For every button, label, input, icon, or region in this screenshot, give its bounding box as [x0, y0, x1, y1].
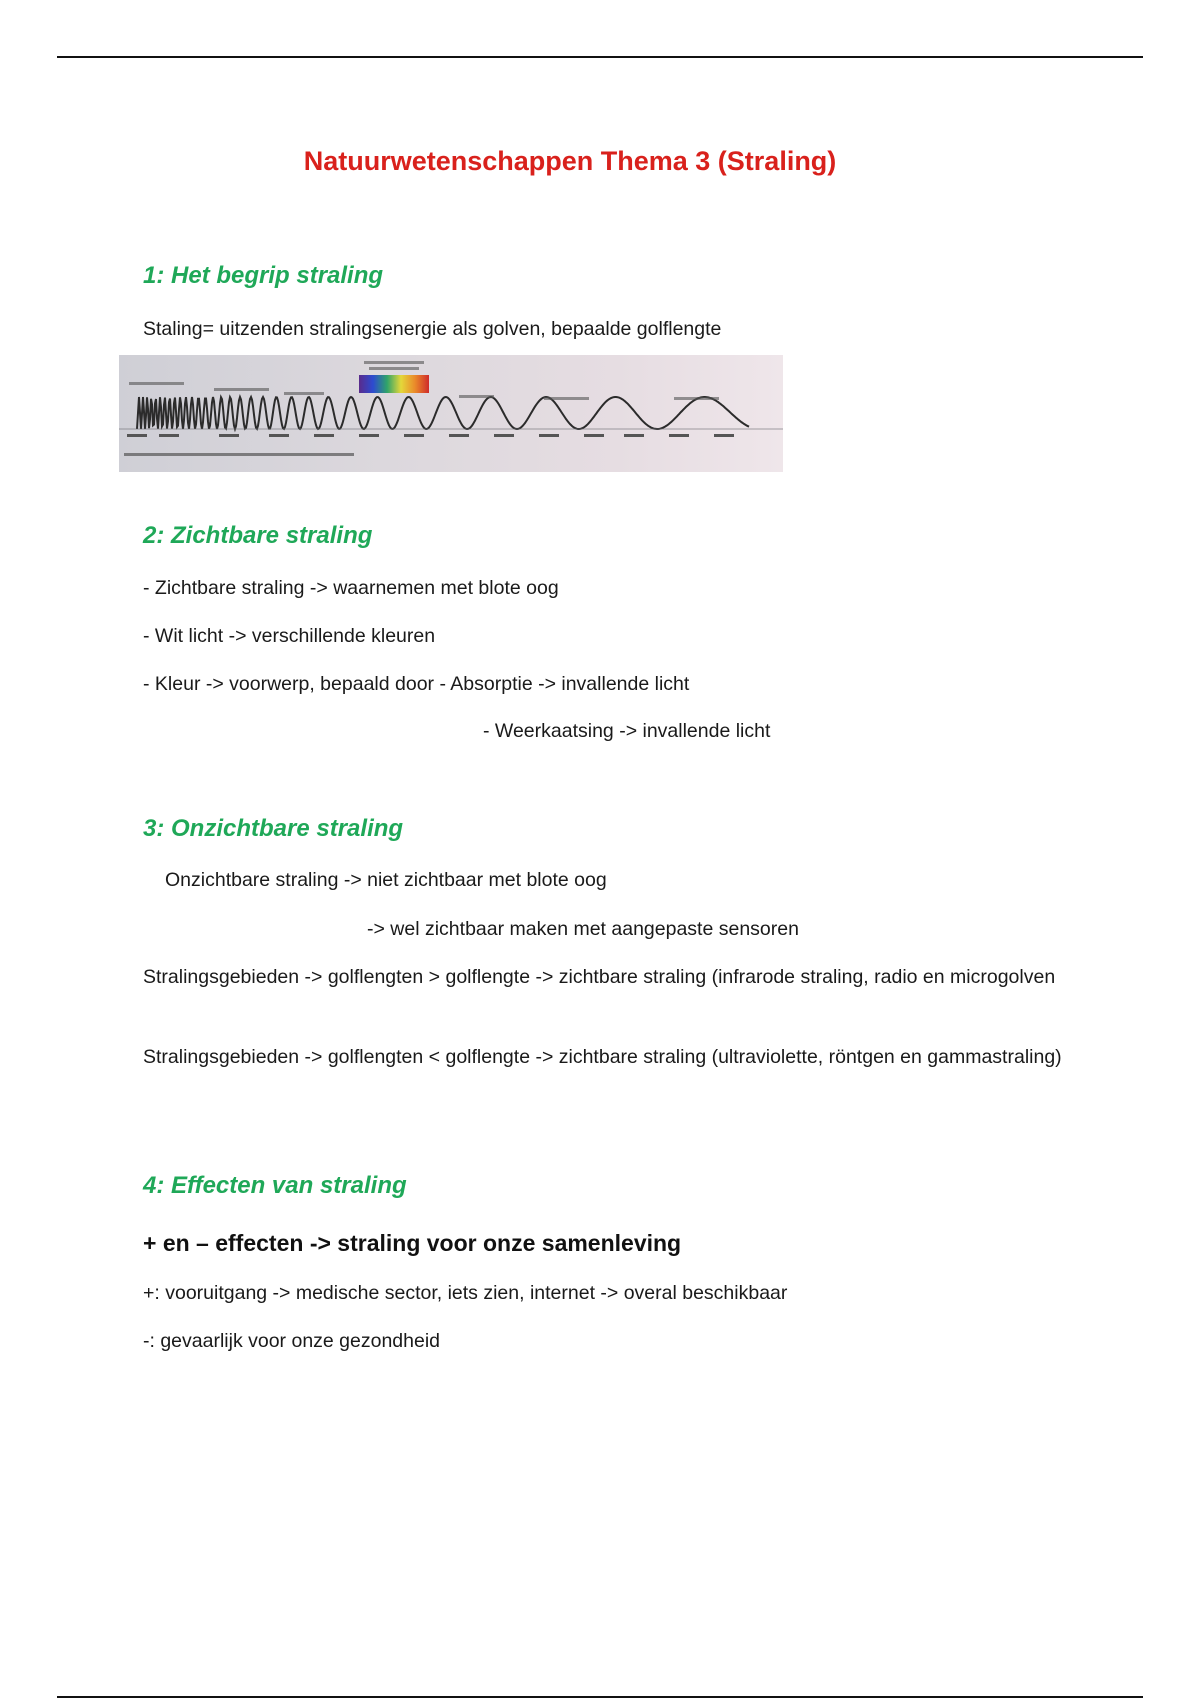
section-3-heading: 3: Onzichtbare straling: [143, 815, 404, 842]
section-4-heading: 4: Effecten van straling: [143, 1172, 407, 1199]
section-2-line-2: - Wit licht -> verschillende kleuren: [143, 625, 436, 647]
section-3-line-1: Onzichtbare straling -> niet zichtbaar met blote oog: [165, 869, 607, 891]
section-1-text: Staling= uitzenden stralingsenergie als golven, bepaalde golflengte: [143, 318, 722, 340]
section-4-line-2: -: gevaarlijk voor onze gezondheid: [143, 1330, 441, 1352]
top-rule: [57, 56, 1143, 58]
section-1-heading: 1: Het begrip straling: [143, 262, 384, 289]
section-2-line-4: - Weerkaatsing -> invallende licht: [483, 720, 771, 742]
section-2-heading: 2: Zichtbare straling: [143, 522, 373, 549]
section-2-line-3: - Kleur -> voorwerp, bepaald door - Absorptie -> invallende licht: [143, 673, 690, 695]
spectrum-image: [119, 355, 783, 472]
page-title: Natuurwetenschappen Thema 3 (Straling): [303, 146, 837, 176]
section-3-line-3: Stralingsgebieden -> golflengten > golflengte -> zichtbare straling (infrarode straling, radio en microgolven: [143, 966, 1056, 988]
bottom-rule: [57, 1696, 1143, 1698]
section-4-subheading: + en – effecten -> straling voor onze samenleving: [143, 1230, 682, 1256]
section-3-line-4: Stralingsgebieden -> golflengten < golflengte -> zichtbare straling (ultraviolette, röntgen en gammastraling): [143, 1046, 1062, 1068]
electromagnetic-spectrum-photo-icon: [119, 355, 783, 472]
section-3-line-2: -> wel zichtbaar maken met aangepaste sensoren: [367, 918, 799, 940]
section-4-line-1: +: vooruitgang -> medische sector, iets zien, internet -> overal beschikbaar: [143, 1282, 788, 1304]
section-2-line-1: - Zichtbare straling -> waarnemen met blote oog: [143, 577, 559, 599]
